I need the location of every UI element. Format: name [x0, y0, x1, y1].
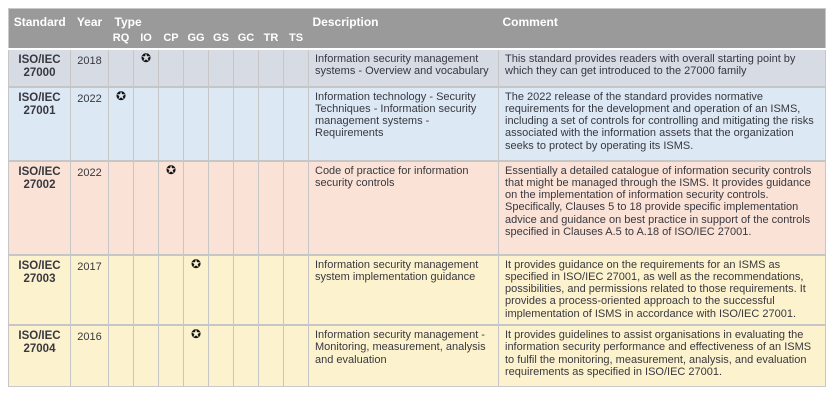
- table-body: [9, 49, 826, 387]
- table-row-27000: [9, 49, 826, 87]
- standard-cell: ISO/IEC 27003: [9, 255, 71, 325]
- standard-cell: ISO/IEC 27000: [9, 49, 71, 87]
- type-cell-rq: [109, 255, 134, 325]
- type-cell-tr: [259, 325, 284, 387]
- type-cell-ts: [284, 161, 309, 255]
- type-cell-cp: [159, 87, 184, 161]
- description-cell: Information security management - Monitoring, measurement, analysis and evaluation: [309, 325, 499, 387]
- standard-cell: ISO/IEC 27002: [9, 161, 71, 255]
- column-header-comment: Comment: [502, 15, 558, 29]
- description-cell: Information technology - Security Techniques - Information security management systems - Requirements: [309, 87, 499, 161]
- type-cell-gc: [234, 49, 259, 87]
- description-cell: Code of practice for information security controls: [309, 161, 499, 255]
- type-cell-tr: [259, 255, 284, 325]
- type-code-header-gs: GS: [213, 31, 229, 44]
- type-cell-gs: [209, 161, 234, 255]
- year-cell: 2022: [71, 87, 109, 161]
- column-header-year: Year: [76, 15, 103, 29]
- comment-cell: It provides guidance on the requirements for an ISMS as specified in ISO/IEC 27001, as well as the recommendations, possibilities, and permissions related to those requirements. It provides a process-oriented approach to the successful implementation of ISMS in accordance with ISO/IEC 27001.: [499, 255, 826, 325]
- type-mark-icon: ✪: [190, 326, 202, 341]
- type-cell-gg: [184, 161, 209, 255]
- type-cell-gc: [234, 161, 259, 255]
- type-code-header-io: IO: [140, 31, 152, 44]
- type-cell-cp: [159, 49, 184, 87]
- type-cell-rq: [109, 161, 134, 255]
- header-row-main: [9, 9, 826, 31]
- type-code-header-gg: GG: [187, 31, 205, 44]
- type-cell-cp: [159, 325, 184, 387]
- column-header-type: Type: [114, 15, 142, 29]
- year-cell: 2017: [71, 255, 109, 325]
- type-cell-cp: [159, 255, 184, 325]
- type-code-header-ts: TS: [288, 31, 304, 44]
- comment-cell: It provides guidelines to assist organisations in evaluating the information security performance and effectiveness of an ISMS to fulfil the monitoring, measurement, analysis, and evaluation requirements as specified in ISO/IEC 27001.: [499, 325, 826, 387]
- type-cell-gg: [184, 325, 209, 387]
- standards-table: [8, 8, 826, 387]
- type-cell-rq: [109, 325, 134, 387]
- comment-cell: Essentially a detailed catalogue of information security controls that might be managed through the ISMS. It provides guidance on the implementation of information security controls. Specifically, Clauses 5 to 18 provide specific implementation advice and guidance on best practice in support of the controls specified in Clauses A.5 to A.18 of ISO/IEC 27001.: [499, 161, 826, 255]
- type-cell-ts: [284, 325, 309, 387]
- standard-cell: ISO/IEC 27004: [9, 325, 71, 387]
- type-cell-io: [134, 255, 159, 325]
- table-row-27003: [9, 255, 826, 325]
- type-cell-gs: [209, 255, 234, 325]
- type-cell-ts: [284, 49, 309, 87]
- column-header-description: Description: [312, 15, 379, 29]
- standard-cell: ISO/IEC 27001: [9, 87, 71, 161]
- type-cell-io: [134, 49, 159, 87]
- year-cell: 2018: [71, 49, 109, 87]
- type-cell-ts: [284, 255, 309, 325]
- table-row-27002: [9, 161, 826, 255]
- type-mark-icon: ✪: [165, 162, 177, 177]
- type-cell-gg: [184, 255, 209, 325]
- type-code-header-cp: CP: [163, 31, 179, 44]
- type-mark-icon: ✪: [115, 88, 127, 103]
- type-cell-rq: [109, 49, 134, 87]
- description-cell: Information security management systems - Overview and vocabulary: [309, 49, 499, 87]
- type-cell-tr: [259, 161, 284, 255]
- type-cell-gs: [209, 87, 234, 161]
- year-cell: 2016: [71, 325, 109, 387]
- type-cell-gg: [184, 87, 209, 161]
- type-code-header-gc: GC: [237, 31, 255, 44]
- comment-cell: The 2022 release of the standard provides normative requirements for the development and operation of an ISMS, including a set of controls for controlling and mitigating the risks associated with the information assets that the organization seeks to protect by operating its ISMS.: [499, 87, 826, 161]
- type-mark-icon: ✪: [140, 50, 152, 65]
- type-cell-rq: [109, 87, 134, 161]
- type-cell-tr: [259, 87, 284, 161]
- type-cell-gc: [234, 87, 259, 161]
- table-row-27004: [9, 325, 826, 387]
- description-cell: Information security management system implementation guidance: [309, 255, 499, 325]
- type-cell-ts: [284, 87, 309, 161]
- type-cell-io: [134, 161, 159, 255]
- type-cell-gc: [234, 255, 259, 325]
- type-mark-icon: ✪: [190, 256, 202, 271]
- column-header-standard: Standard: [13, 15, 66, 29]
- type-cell-gs: [209, 49, 234, 87]
- type-cell-io: [134, 325, 159, 387]
- comment-cell: This standard provides readers with overall starting point by which they can get introduced to the 27000 family: [499, 49, 826, 87]
- type-cell-cp: [159, 161, 184, 255]
- type-cell-io: [134, 87, 159, 161]
- type-cell-gs: [209, 325, 234, 387]
- type-cell-gg: [184, 49, 209, 87]
- type-code-header-tr: TR: [263, 31, 279, 44]
- type-cell-tr: [259, 49, 284, 87]
- type-code-header-rq: RQ: [112, 31, 130, 44]
- year-cell: 2022: [71, 161, 109, 255]
- type-cell-gc: [234, 325, 259, 387]
- table-header: [9, 9, 826, 49]
- table-row-27001: [9, 87, 826, 161]
